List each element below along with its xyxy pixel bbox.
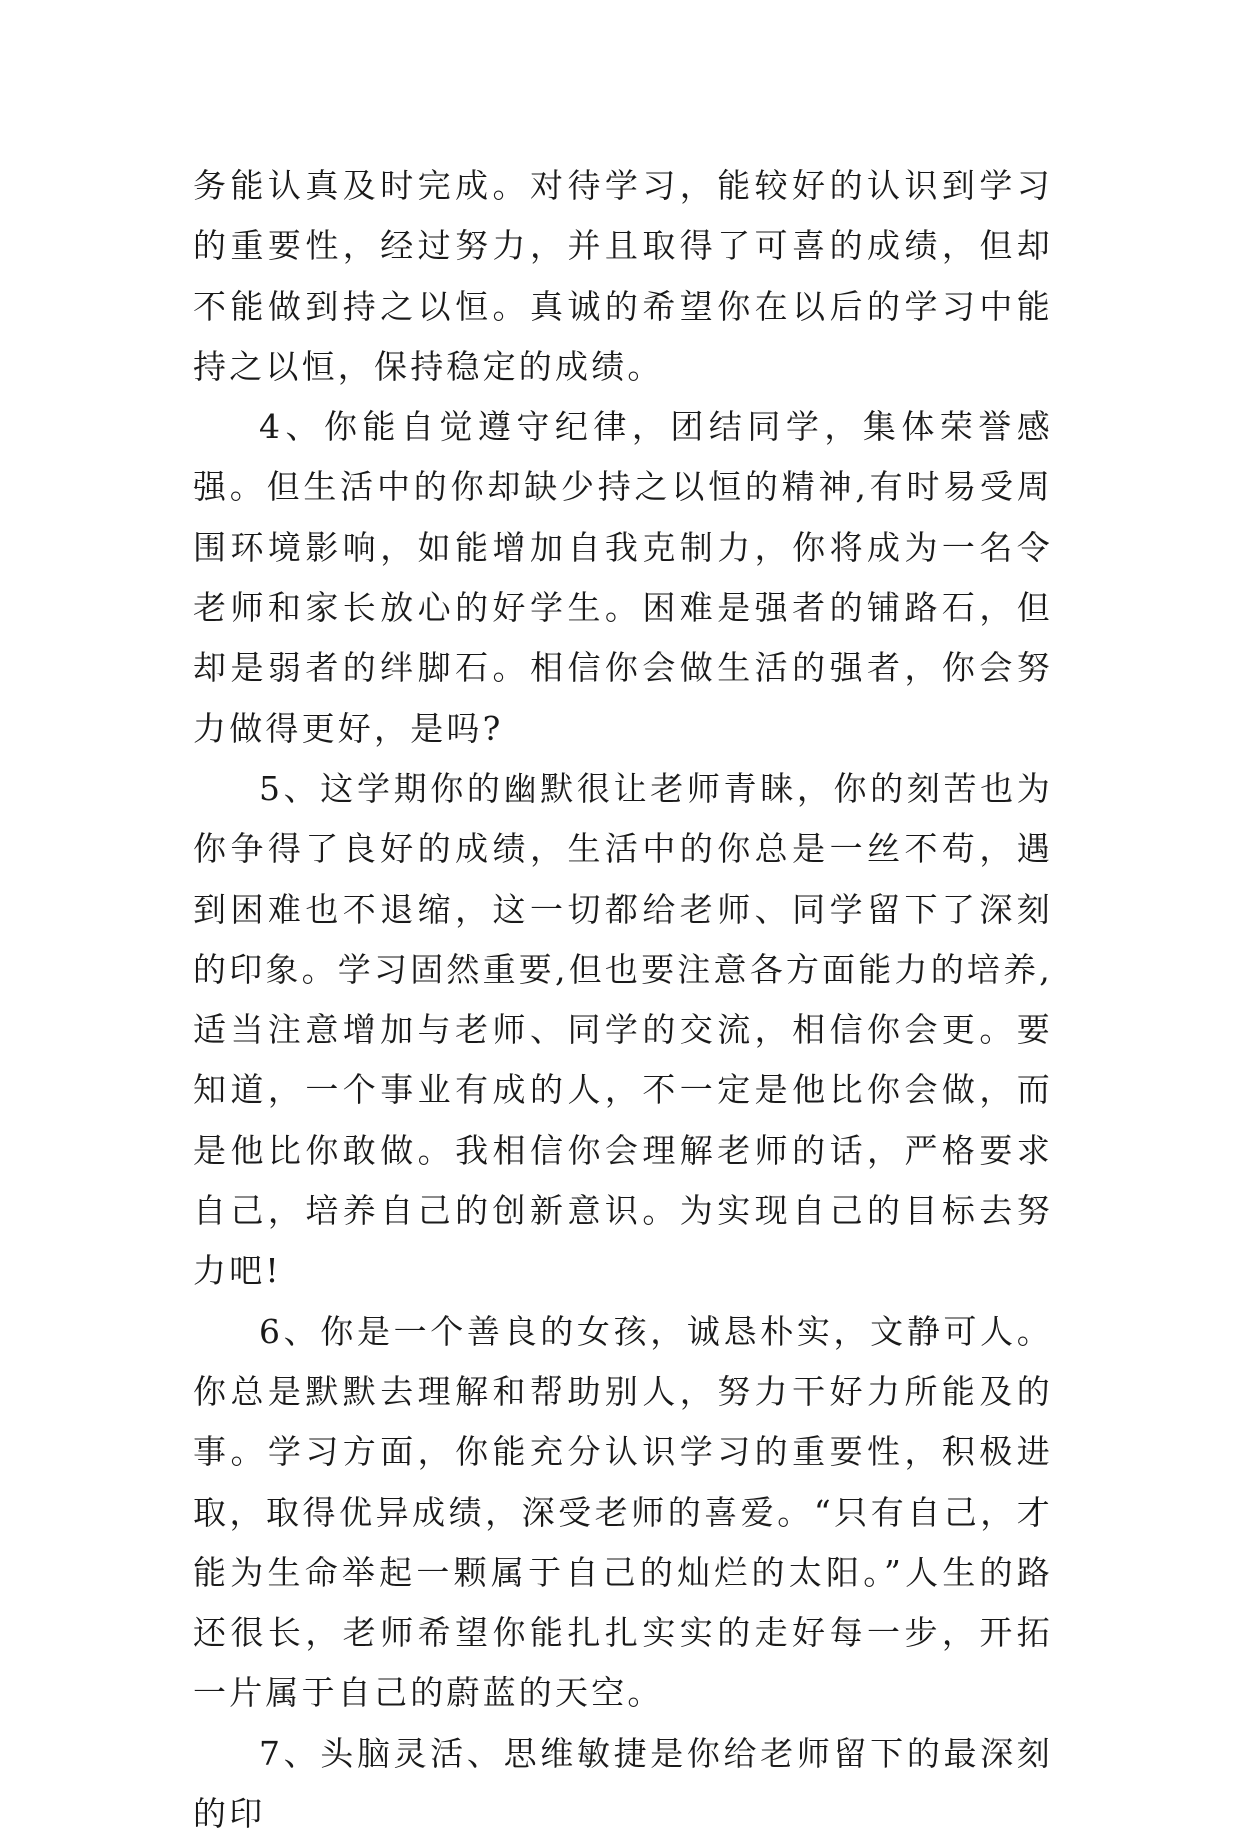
paragraph-comment-6: 6、你是一个善良的女孩，诚恳朴实，文静可人。你总是默默去理解和帮助别人，努力干好力所能及的事。学习方面，你能充分认识学习的重要性，积极进取，取得优异成绩，深受老师的喜爱。“只有自己，才能为生命举起一颗属于自己的灿烂的太阳。”人生的路还很长，老师希望你能扎扎实实的走好每一步，开拓一片属于自己的蔚蓝的天空。 [193, 1311, 1053, 1713]
paragraph-comment-7: 7、头脑灵活、思维敏捷是你给老师留下的最深刻的印 [193, 1733, 1053, 1834]
paragraph-continuation: 务能认真及时完成。对待学习，能较好的认识到学习的重要性，经过努力，并且取得了可喜的成绩，但却不能做到持之以恒。真诚的希望你在以后的学习中能持之以恒，保持稳定的成绩。 [193, 166, 1053, 386]
paragraph-comment-5: 5、这学期你的幽默很让老师青睐，你的刻苦也为你争得了良好的成绩，生活中的你总是一丝不苟，遇到困难也不退缩，这一切都给老师、同学留下了深刻的印象。学习固然重要,但也要注意各方面能力的培养,适当注意增加与老师、同学的交流，相信你会更。要知道，一个事业有成的人，不一定是他比你会做，而是他比你敢做。我相信你会理解老师的话，严格要求自己，培养自己的创新意识。为实现自己的目标去努力吧! [193, 768, 1053, 1291]
paragraph-comment-4: 4、你能自觉遵守纪律，团结同学，集体荣誉感强。但生活中的你却缺少持之以恒的精神,有时易受周围环境影响，如能增加自我克制力，你将成为一名令老师和家长放心的好学生。困难是强者的铺路石，但却是弱者的绊脚石。相信你会做生活的强者，你会努力做得更好，是吗? [193, 407, 1053, 748]
body-text [193, 156, 1053, 1844]
